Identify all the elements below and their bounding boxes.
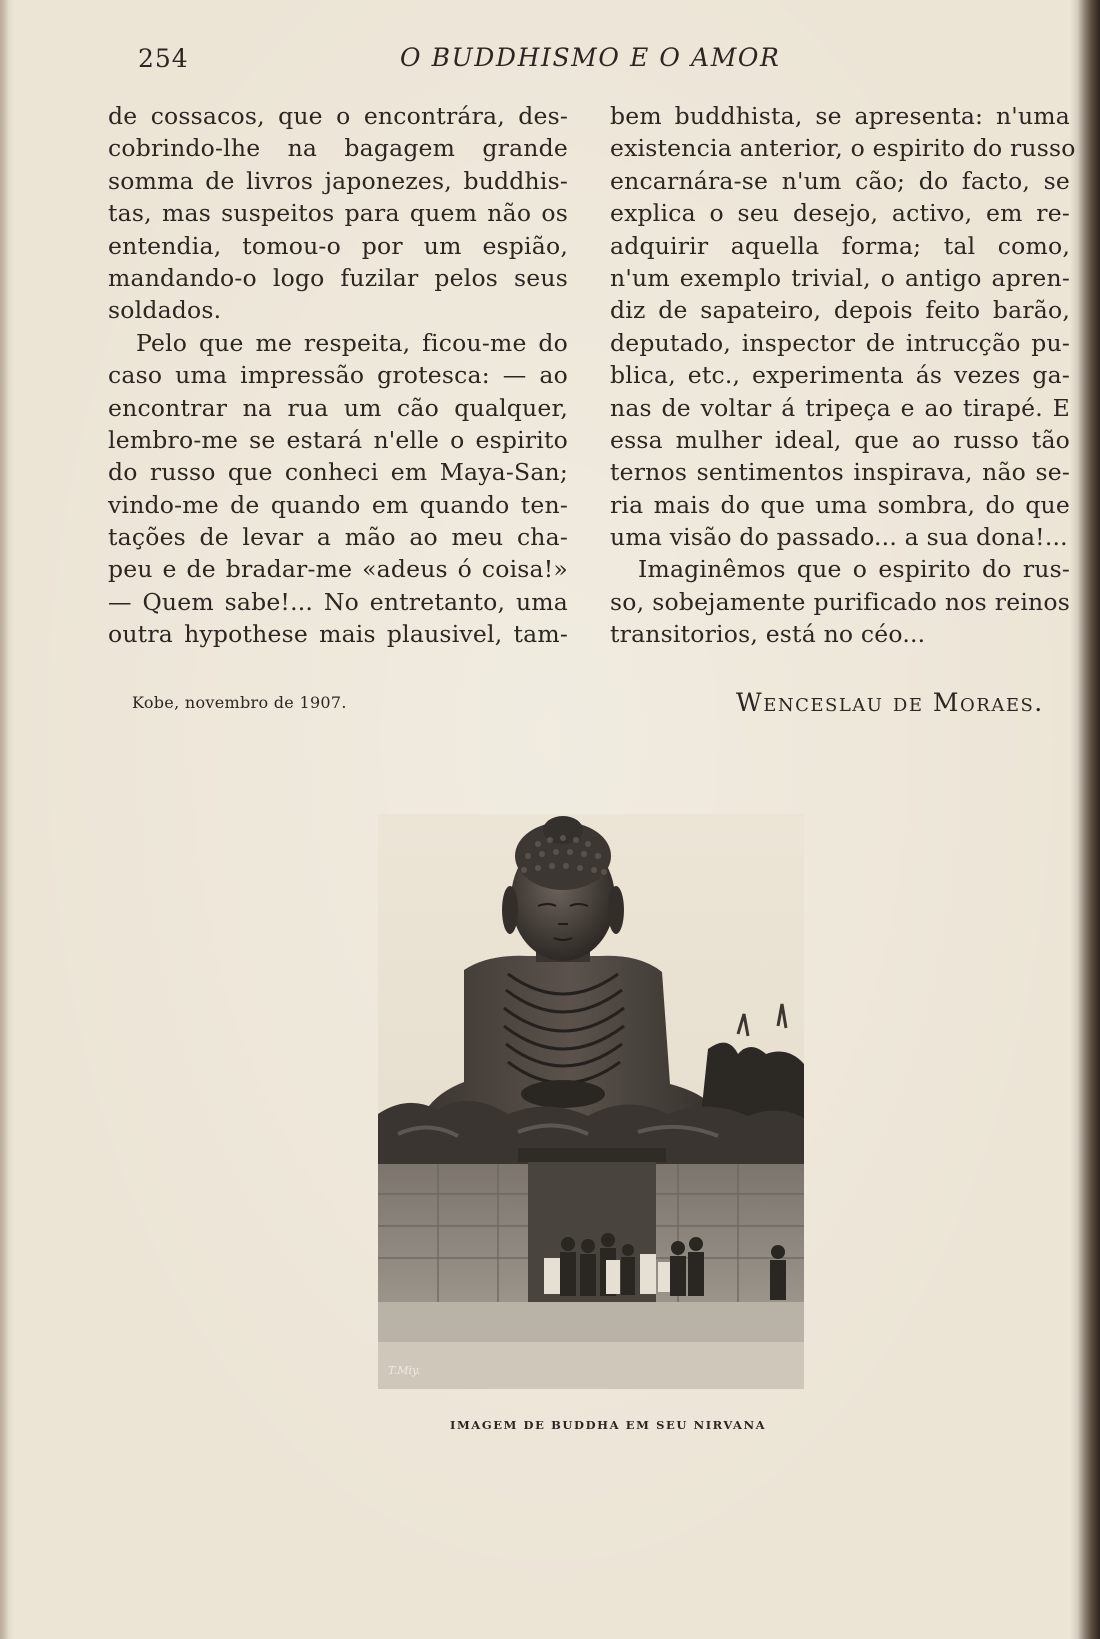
text-line: do russo que conheci em Maya-San; bbox=[108, 458, 568, 487]
text-line: ternos sentimentos inspirava, não se- bbox=[610, 458, 1070, 487]
photographer-mark: T.Miy. bbox=[388, 1364, 421, 1377]
text-line: tas, mas suspeitos para quem não os bbox=[108, 199, 568, 228]
text-line: tações de levar a mão ao meu cha- bbox=[108, 523, 568, 552]
text-line: deputado, inspector de intrucção pu- bbox=[610, 328, 1070, 357]
text-line: so, sobejamente purificado nos reinos bbox=[610, 587, 1070, 616]
text-line: Pelo que me respeita, ficou-me do bbox=[136, 328, 568, 357]
text-line: entendia, tomou-o por um espião, bbox=[108, 231, 568, 260]
text-line: somma de livros japonezes, buddhis- bbox=[108, 166, 568, 195]
buddha-photograph bbox=[378, 814, 804, 1389]
text-line: vindo-me de quando em quando ten- bbox=[108, 490, 568, 519]
text-line: blica, etc., experimenta ás vezes ga- bbox=[610, 361, 1070, 390]
left-text-column bbox=[108, 100, 568, 651]
text-line: diz de sapateiro, depois feito barão, bbox=[610, 296, 1070, 325]
text-line: de cossacos, que o encontrára, des- bbox=[108, 102, 568, 130]
text-line: caso uma impressão grotesca: — ao bbox=[108, 361, 568, 390]
text-line: transitorios, está no céo... bbox=[610, 620, 926, 649]
text-line: nas de voltar á tripeça e ao tirapé. E bbox=[610, 393, 1070, 422]
text-line: encarnára-se n'um cão; do facto, se bbox=[610, 166, 1070, 195]
text-line: peu e de bradar-me «adeus ó coisa!» bbox=[108, 555, 568, 584]
text-line: mandando-o logo fuzilar pelos seus bbox=[108, 263, 568, 292]
right-text-column bbox=[610, 100, 1076, 651]
text-line: uma visão do passado... a sua dona!... bbox=[610, 523, 1068, 552]
page-left-edge bbox=[0, 0, 8, 1639]
text-line: n'um exemplo trivial, o antigo apren- bbox=[610, 263, 1070, 292]
text-line: explica o seu desejo, activo, em re- bbox=[610, 199, 1070, 228]
text-line: soldados. bbox=[108, 296, 222, 325]
page-gutter-shadow bbox=[1078, 0, 1100, 1639]
text-line: adquirir aquella forma; tal como, bbox=[610, 231, 1070, 260]
text-line: existencia anterior, o espirito do russo bbox=[610, 134, 1076, 163]
text-line: ria mais do que uma sombra, do que bbox=[610, 490, 1070, 519]
dateline: Kobe, novembro de 1907. bbox=[132, 693, 347, 712]
text-line: Imaginêmos que o espirito do rus- bbox=[638, 555, 1070, 584]
running-title: O BUDDHISMO E O AMOR bbox=[400, 43, 781, 72]
text-line: — Quem sabe!... No entretanto, uma bbox=[108, 587, 568, 616]
author-signature: Wenceslau de Moraes. bbox=[736, 688, 1044, 717]
photo-caption: IMAGEM DE BUDDHA EM SEU NIRVANA bbox=[450, 1418, 767, 1432]
text-line: outra hypothese mais plausivel, tam- bbox=[108, 620, 568, 649]
page-number: 254 bbox=[138, 44, 189, 73]
text-line: encontrar na rua um cão qualquer, bbox=[108, 393, 568, 422]
text-line: bem buddhista, se apresenta: n'uma bbox=[610, 102, 1070, 130]
text-line: lembro-me se estará n'elle o espirito bbox=[108, 425, 568, 454]
text-line: cobrindo-lhe na bagagem grande bbox=[108, 134, 568, 163]
text-line: essa mulher ideal, que ao russo tão bbox=[610, 425, 1070, 454]
